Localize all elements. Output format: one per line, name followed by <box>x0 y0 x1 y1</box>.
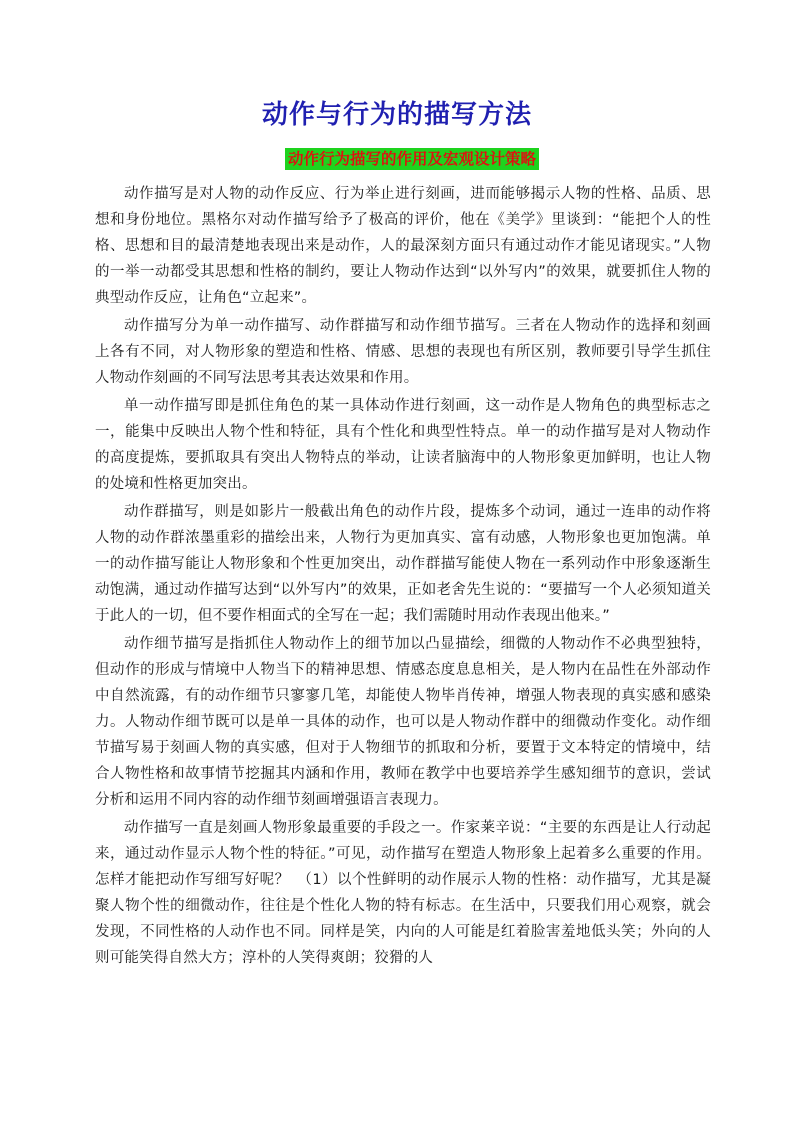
paragraph-2: 动作描写分为单一动作描写、动作群描写和动作细节描写。三者在人物动作的选择和刻画上各有不同，对人物形象的塑造和性格、情感、思想的表现也有所区别，教师要引导学生抓住人物动作刻画的不同写法思考其表达效果和作用。 <box>95 318 711 386</box>
document-subtitle: 动作行为描写的作用及宏观设计策略 <box>285 148 539 170</box>
subtitle-container <box>0 148 794 170</box>
document-title: 动作与行为的描写方法 <box>261 100 532 130</box>
document-body <box>95 181 711 971</box>
paragraph-4: 动作群描写，则是如影片一般截出角色的动作片段，提炼多个动词，通过一连串的动作将人物的动作群浓墨重彩的描绘出来，人物行为更加真实、富有动感，人物形象也更加饱满。单一的动作描写能让人物形象和个性更加突出，动作群描写能使人物在一系列动作中形象逐渐生动饱满，通过动作描写达到“以外写内”的效果，正如老舍先生说的：“要描写一个人必须知道关于此人的一切，但不要作相面式的全写在一起；我们需随时用动作表现出他来。” <box>95 504 711 624</box>
paragraph-5: 动作细节描写是指抓住人物动作上的细节加以凸显描绘，细微的人物动作不必典型独特，但动作的形成与情境中人物当下的精神思想、情感态度息息相关，是人物内在品性在外部动作中自然流露，有的动作细节只寥寥几笔，却能使人物毕肖传神，增强人物表现的真实感和感染力。人物动作细节既可以是单一具体的动作，也可以是人物动作群中的细微动作变化。动作细节描写易于刻画人物的真实感，但对于人物细节的抓取和分析，要置于文本特定的情境中，结合人物性格和故事情节挖掘其内涵和作用，教师在教学中也要培养学生感知细节的意识，尝试分析和运用不同内容的动作细节刻画增强语言表现力。 <box>95 636 711 808</box>
paragraph-1: 动作描写是对人物的动作反应、行为举止进行刻画，进而能够揭示人物的性格、品质、思想和身份地位。黑格尔对动作描写给予了极高的评价，他在《美学》里谈到：“能把个人的性格、思想和目的最清楚地表现出来是动作，人的最深刻方面只有通过动作才能见诸现实。”人物的一举一动都受其思想和性格的制约，要让人物动作达到“以外写内”的效果，就要抓住人物的典型动作反应，让角色“立起来”。 <box>95 186 711 306</box>
paragraph-6: 动作描写一直是刻画人物形象最重要的手段之一。作家莱辛说：“主要的东西是让人行动起来，通过动作显示人物个性的特征。”可见，动作描写在塑造人物形象上起着多么重要的作用。怎样才能把动作写细写好呢？ （1）以个性鲜明的动作展示人物的性格：动作描写，尤其是凝聚人物个性的细微动作，往往是个性化人物的特有标志。在生活中，只要我们用心观察，就会发现，不同性格的人动作也不同。同样是笑，内向的人可能是红着脸害羞地低头笑；外向的人则可能笑得自然大方；淳朴的人笑得爽朗；狡猾的人 <box>95 820 711 966</box>
paragraph-3: 单一动作描写即是抓住角色的某一具体动作进行刻画，这一动作是人物角色的典型标志之一，能集中反映出人物个性和特征，具有个性化和典型性特点。单一的动作描写是对人物动作的高度提炼，要抓取具有突出人物特点的举动，让读者脑海中的人物形象更加鲜明，也让人物的处境和性格更加突出。 <box>95 398 711 492</box>
